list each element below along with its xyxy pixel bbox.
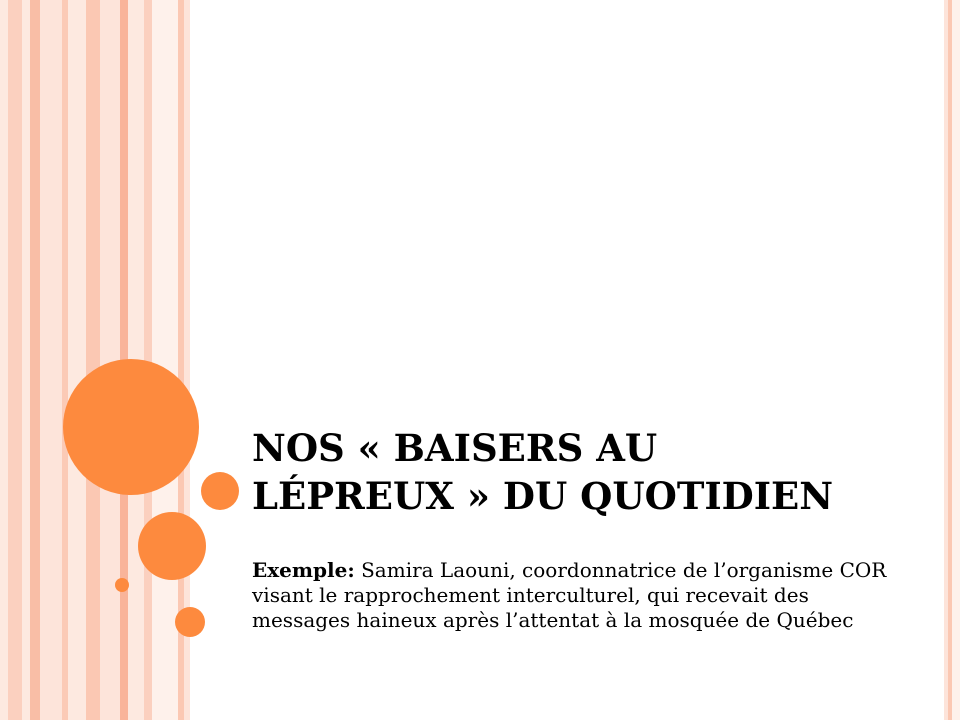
right-edge-stripe <box>952 0 960 720</box>
stripe <box>0 0 8 720</box>
stripe <box>152 0 178 720</box>
decorative-stripes <box>0 0 190 720</box>
decorative-circle-small <box>201 472 239 510</box>
decorative-circle-medium <box>138 512 206 580</box>
slide-title <box>252 424 932 520</box>
slide-title-line-2: LÉPREUX » DU QUOTIDIEN <box>252 474 834 518</box>
stripe <box>68 0 86 720</box>
decorative-circle-large <box>63 359 199 495</box>
stripe <box>86 0 100 720</box>
decorative-circle-tiny <box>115 578 129 592</box>
example-label: Exemple: <box>252 558 355 582</box>
example-text: Samira Laouni, coordonnatrice de l’organisme COR visant le rapprochement interculturel, qui recevait des messages haineux après l’attentat à la mosquée de Québec <box>252 558 887 632</box>
stripe <box>22 0 30 720</box>
slide-title-line-1: NOS « BAISERS AU <box>252 426 658 470</box>
stripe <box>8 0 22 720</box>
slide-body <box>252 558 892 633</box>
stripe <box>30 0 40 720</box>
stripe <box>40 0 62 720</box>
decorative-circle-small-lower <box>175 607 205 637</box>
